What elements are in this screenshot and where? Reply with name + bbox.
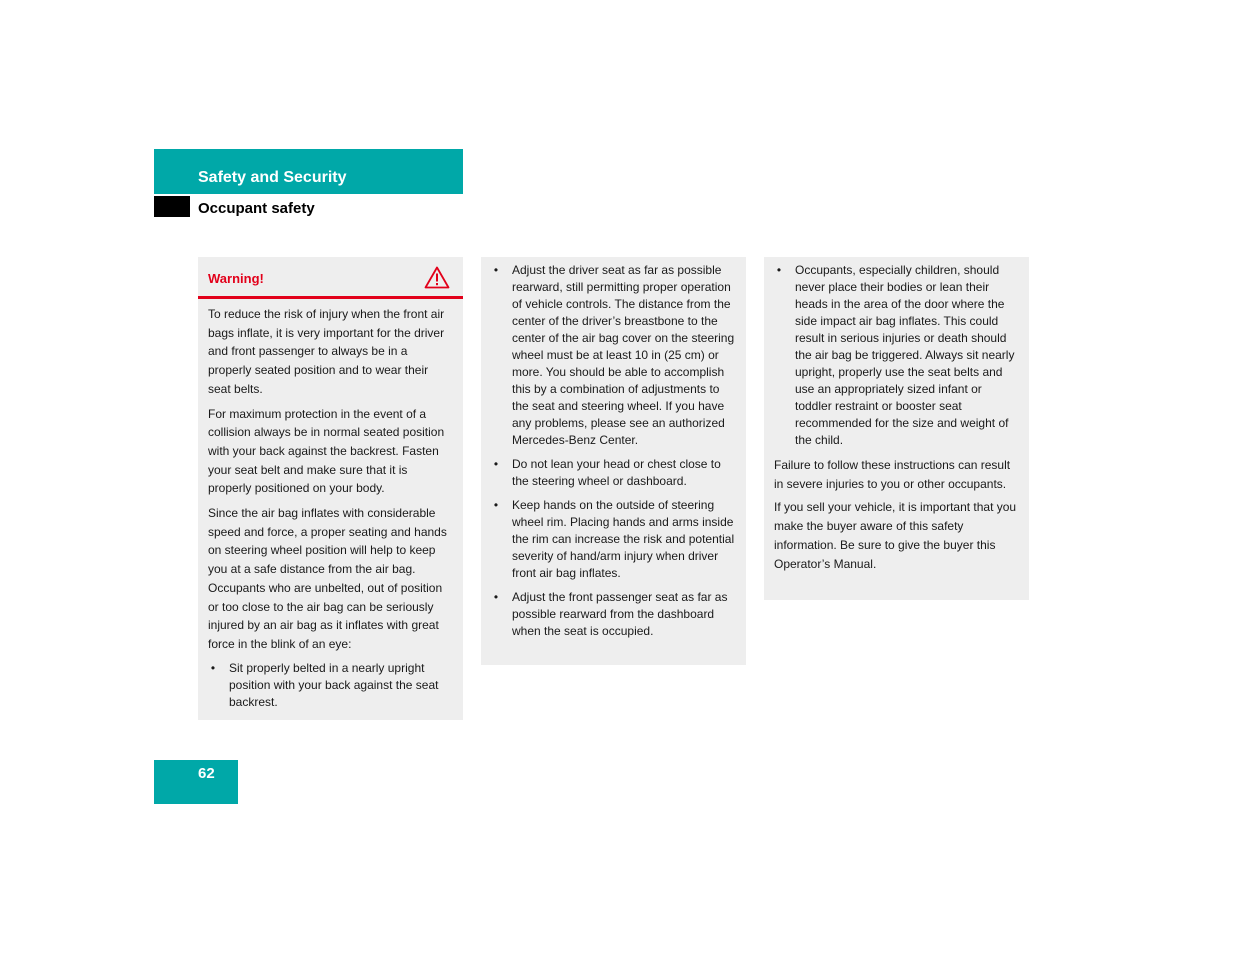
warning-paragraph: To reduce the risk of injury when the front air bags inflate, it is very important for the driver and front passenger to always be in a properly seated position and to wear their seat belts. [208, 307, 445, 396]
list-item-text: Keep hands on the outside of steering wheel rim. Placing hands and arms inside the rim can increase the risk and potential severity of hand/arm injury when driver front air bag inflates. [512, 498, 735, 580]
warning-triangle-icon [424, 266, 450, 289]
subsection-marker [154, 196, 190, 217]
warning-panel [198, 257, 463, 720]
warning-paragraph: Since the air bag inflates with considerable speed and force, a proper seating and hands on steering wheel position will help to keep you at a safe distance from the air bag. Occupants who are unbelted, out of position or too close to the air bag can be seriously injured by an air bag as it inflates with great force in the blink of an eye: [208, 506, 447, 651]
body-paragraph: If you sell your vehicle, it is important that you make the buyer aware of this safety information. Be sure to give the buyer this Operator’s Manual. [774, 500, 1017, 571]
column-2-panel [481, 257, 746, 665]
list-item-text: Do not lean your head or chest close to the steering wheel or dashboard. [512, 457, 721, 488]
list-item-text: Sit properly belted in a nearly upright position with your back against the seat backrest. [229, 660, 439, 709]
bullet-icon: • [210, 660, 216, 675]
page-number-box [154, 760, 238, 804]
warning-label: Warning! [208, 271, 264, 286]
list-item [208, 660, 454, 711]
bullet-icon: • [493, 498, 499, 512]
bullet-icon: • [493, 263, 499, 277]
list-item [491, 456, 736, 490]
subsection-title: Occupant safety [198, 200, 315, 217]
warning-header [198, 257, 463, 299]
list-item [491, 589, 736, 640]
warning-body [198, 299, 463, 711]
warning-paragraph: For maximum protection in the event of a collision always be in normal seated position with your back against the backrest. Fasten your seat belt and make sure that it is properly positioned on your body. [208, 406, 445, 496]
page-number: 62 [198, 765, 215, 782]
list-item-text: Adjust the front passenger seat as far as possible rearward from the dashboard when the seat is occupied. [512, 590, 728, 638]
bullet-icon: • [776, 263, 782, 277]
list-item-text: Adjust the driver seat as far as possible rearward, still permitting proper operation of vehicle controls. The distance from the center of the driver’s breastbone to the center of the air bag cover on the steering wheel must be at least 10 in (25 cm) or more. You should be able to accomplish this by a combination of adjustments to the seat and steering wheel. If you have any problems, please see an authorized Mercedes-Benz Center. [512, 263, 735, 447]
list-item [491, 262, 736, 449]
list-item-text: Occupants, especially children, should never place their bodies or lean their heads in the area of the door where the side impact air bag inflates. This could result in serious injuries or death should the air bag be triggered. Always sit nearly upright, properly use the seat belts and use an appropriately sized infant or toddler restraint or booster seat recommended for the size and weight of the child. [795, 263, 1015, 447]
body-paragraph: Failure to follow these instructions can result in severe injuries to you or other occupants. [774, 458, 1011, 491]
bullet-icon: • [493, 457, 499, 471]
column-3-panel [764, 257, 1029, 600]
list-item [774, 262, 1019, 449]
bullet-icon: • [493, 590, 499, 604]
list-item [491, 497, 736, 582]
section-title: Safety and Security [198, 169, 347, 186]
